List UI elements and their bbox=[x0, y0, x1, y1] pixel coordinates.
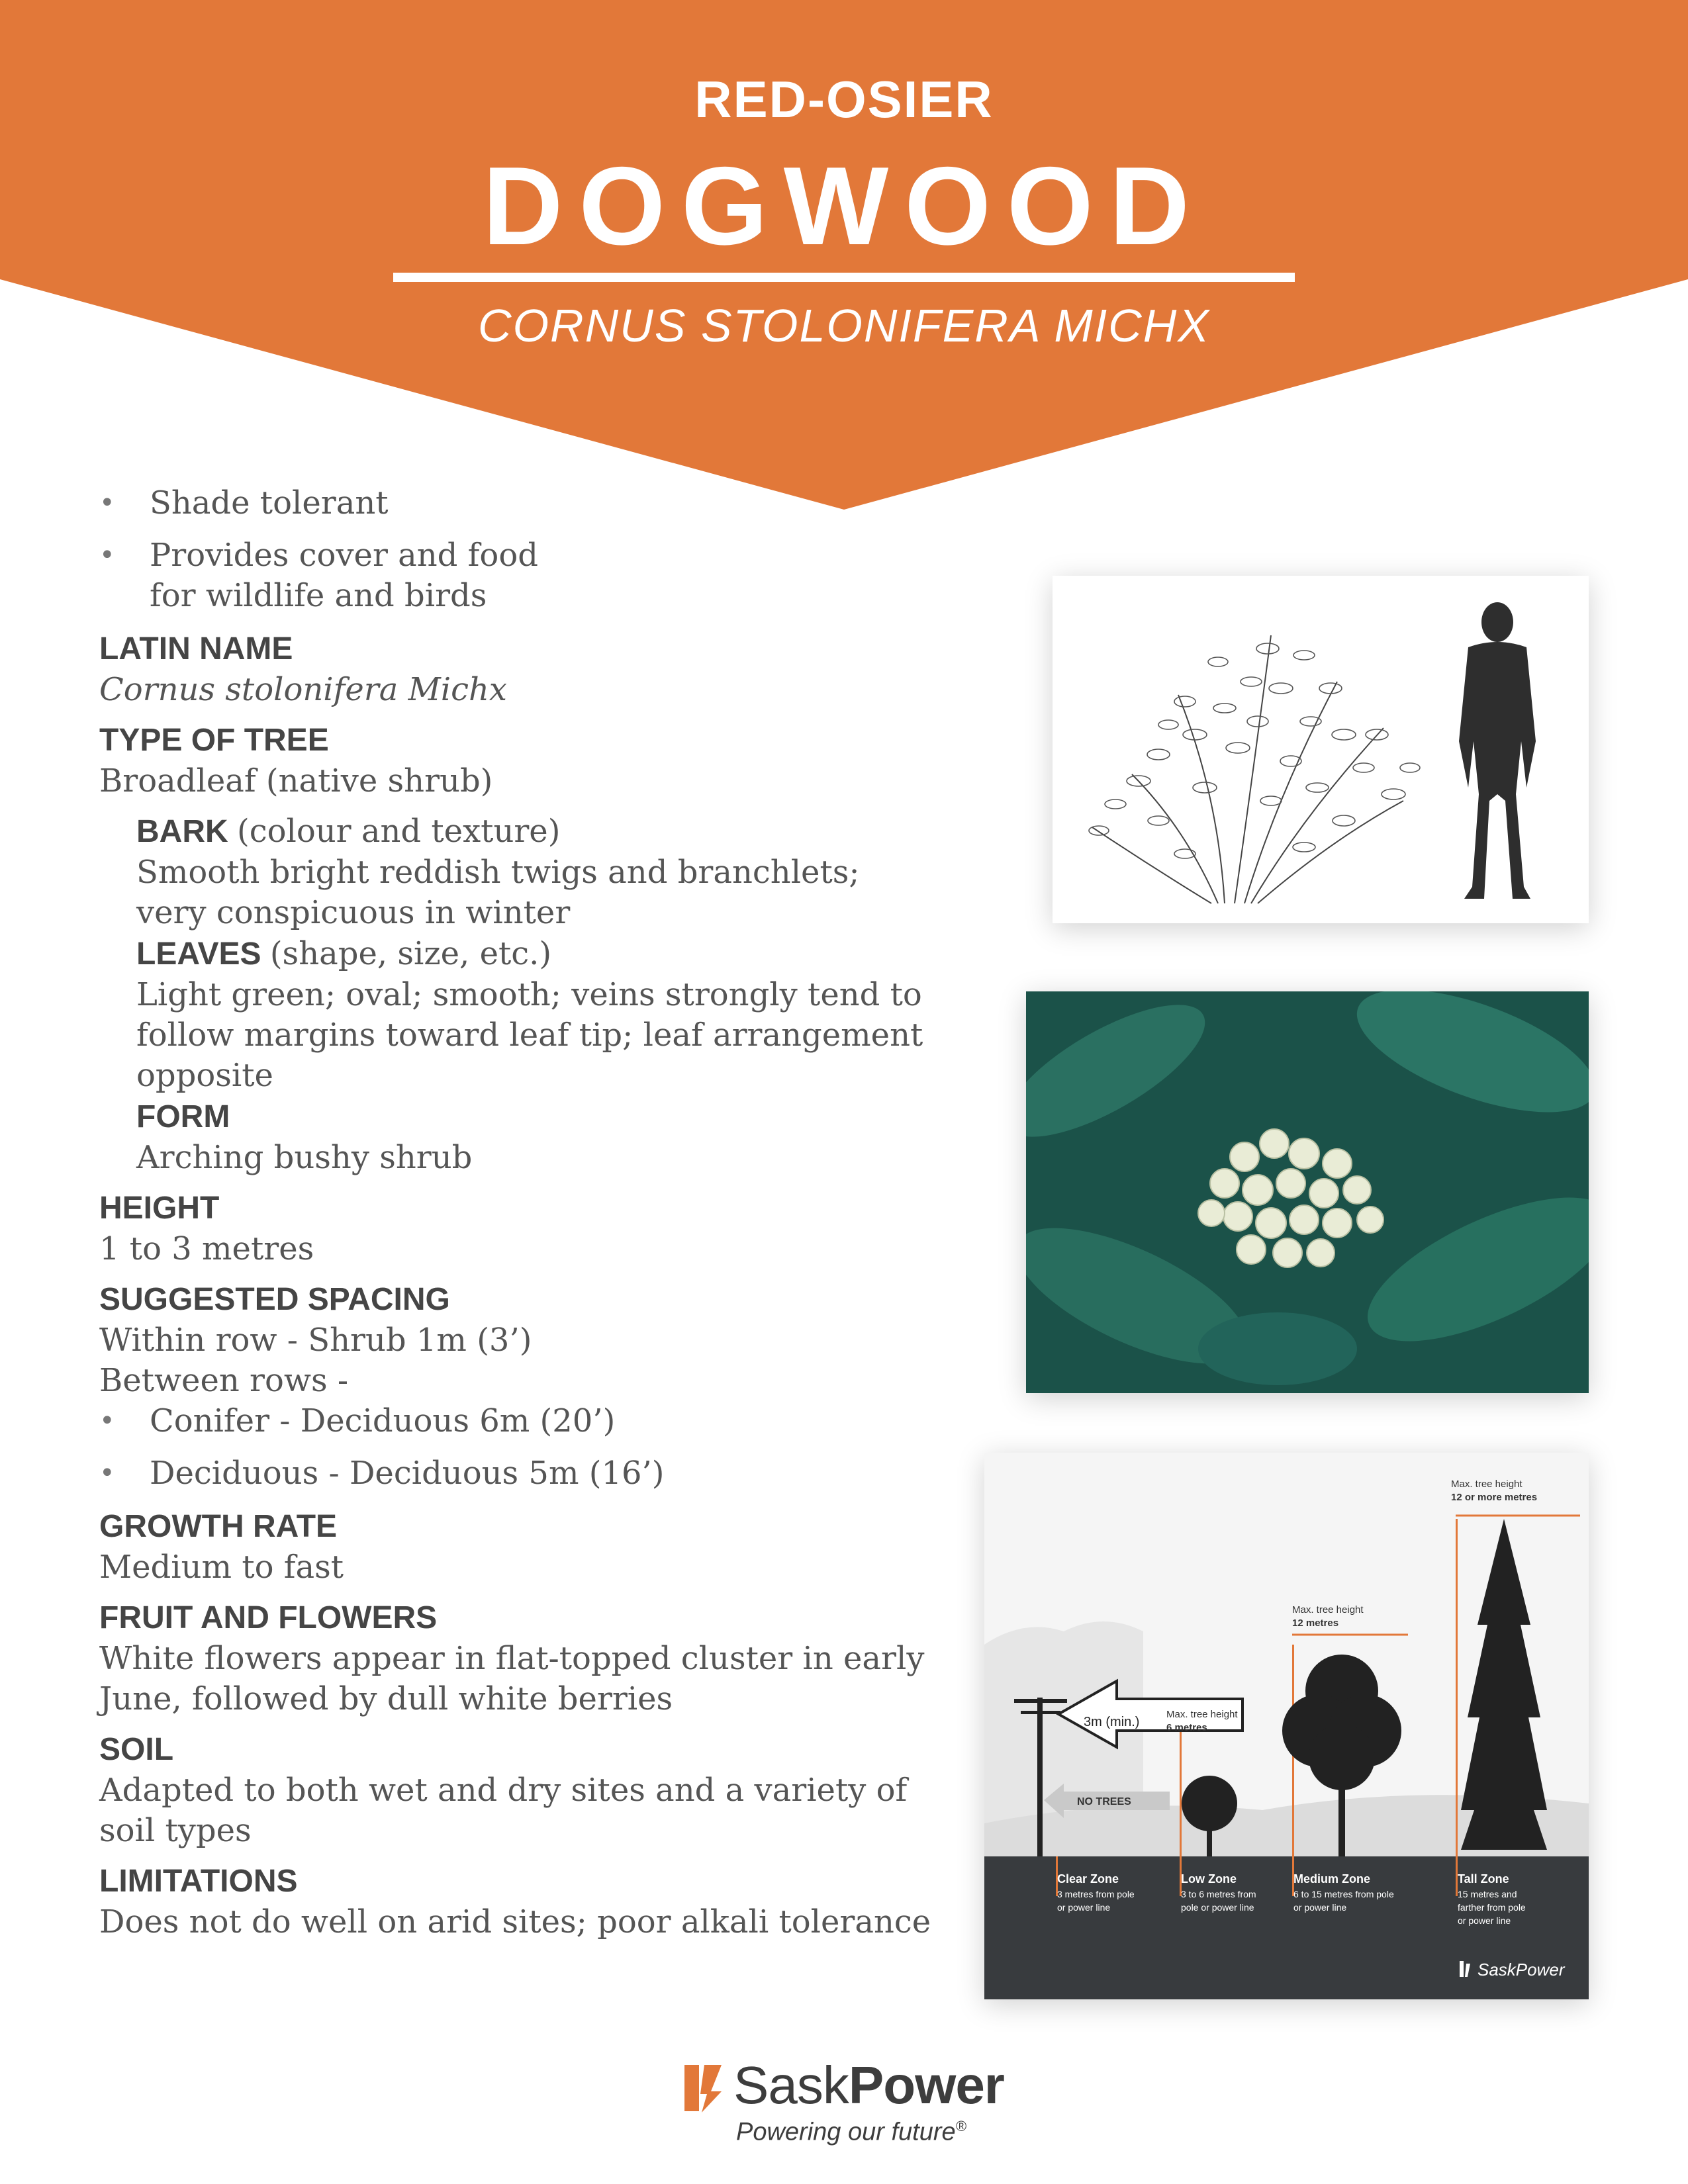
growth-heading: GROWTH RATE bbox=[99, 1509, 338, 1544]
title-divider bbox=[393, 273, 1295, 282]
spacing-item: • Conifer - Deciduous 6m (20’) bbox=[99, 1401, 960, 1441]
shrub-sketch-image bbox=[1053, 576, 1589, 923]
limitations-heading: LIMITATIONS bbox=[99, 1864, 298, 1899]
spacing-list bbox=[99, 1401, 960, 1494]
fruit-value: White flowers appear in flat-topped cluster in early June, followed by dull white berries bbox=[99, 1640, 925, 1717]
characteristics bbox=[99, 811, 960, 1178]
page-title: DOGWOOD bbox=[483, 144, 1205, 268]
latin-name-value: Cornus stolonifera Michx bbox=[99, 671, 507, 708]
soil-value: Adapted to both wet and dry sites and a variety of soil types bbox=[99, 1772, 908, 1849]
low-max-label: Max. tree height bbox=[1166, 1709, 1238, 1720]
growth-value: Medium to fast bbox=[99, 1549, 344, 1586]
form-value: Arching bushy shrub bbox=[136, 1139, 473, 1176]
tall-zone-line3: or power line bbox=[1458, 1915, 1511, 1926]
type-heading: TYPE OF TREE bbox=[99, 723, 329, 758]
feature-list bbox=[99, 483, 960, 616]
title-latin-name: CORNUS STOLONIFERA MICHX bbox=[478, 300, 1210, 351]
infographic-brand: SaskPower bbox=[1477, 1960, 1565, 1979]
medium-zone-line2: or power line bbox=[1293, 1902, 1347, 1913]
planting-zone-infographic bbox=[984, 1453, 1589, 1999]
footer-tagline: Powering our future® bbox=[736, 2118, 966, 2146]
clear-zone-line2: or power line bbox=[1057, 1902, 1111, 1913]
height-value: 1 to 3 metres bbox=[99, 1230, 314, 1267]
clear-zone-line1: 3 metres from pole bbox=[1057, 1889, 1135, 1899]
zone-diagram bbox=[984, 1453, 1589, 1999]
medium-zone-title: Medium Zone bbox=[1293, 1872, 1370, 1886]
no-trees-label: NO TREES bbox=[1077, 1796, 1131, 1807]
human-silhouette bbox=[1459, 602, 1536, 899]
spacing-heading: SUGGESTED SPACING bbox=[99, 1282, 450, 1317]
feature-item: • Provides cover and food for wildlife and birds bbox=[99, 535, 573, 616]
limitations-value: Does not do well on arid sites; poor alkali tolerance bbox=[99, 1903, 931, 1940]
zone-arrow-label: 3m (min.) bbox=[1084, 1715, 1140, 1729]
berry-leaf-illustration bbox=[1026, 991, 1589, 1393]
medium-zone-line1: 6 to 15 metres from pole bbox=[1293, 1889, 1394, 1899]
bark-heading: BARK (colour and texture) bbox=[136, 813, 561, 850]
low-max-value: 6 metres bbox=[1166, 1722, 1207, 1733]
tall-zone-line2: farther from pole bbox=[1458, 1902, 1526, 1913]
form-heading: FORM bbox=[136, 1099, 230, 1134]
leaves-heading: LEAVES (shape, size, etc.) bbox=[136, 935, 552, 972]
medium-max-label: Max. tree height bbox=[1292, 1604, 1364, 1615]
leaves-value: Light green; oval; smooth; veins strongly tend to follow margins toward leaf tip; leaf arrangement opposite bbox=[136, 976, 923, 1094]
spacing-between: Between rows - bbox=[99, 1362, 349, 1399]
bark-value: Smooth bright reddish twigs and branchlets; very conspicuous in winter bbox=[136, 854, 860, 931]
spacing-within: Within row - Shrub 1m (3’) bbox=[99, 1322, 532, 1359]
tall-zone-line1: 15 metres and bbox=[1458, 1889, 1517, 1899]
medium-max-value: 12 metres bbox=[1292, 1617, 1339, 1629]
low-zone-line2: pole or power line bbox=[1181, 1902, 1254, 1913]
title-kicker: RED-OSIER bbox=[694, 70, 994, 128]
species-info bbox=[99, 483, 960, 1942]
fruit-heading: FRUIT AND FLOWERS bbox=[99, 1600, 438, 1635]
soil-heading: SOIL bbox=[99, 1732, 174, 1767]
low-zone-title: Low Zone bbox=[1181, 1872, 1237, 1886]
tall-max-label: Max. tree height bbox=[1451, 1479, 1523, 1490]
latin-name-heading: LATIN NAME bbox=[99, 631, 293, 666]
height-heading: HEIGHT bbox=[99, 1191, 220, 1226]
berry-photo bbox=[1026, 991, 1589, 1393]
low-zone-line1: 3 to 6 metres from bbox=[1181, 1889, 1256, 1899]
spacing-item: • Deciduous - Deciduous 5m (16’) bbox=[99, 1453, 960, 1494]
feature-item: • Shade tolerant bbox=[99, 483, 960, 523]
clear-zone-title: Clear Zone bbox=[1057, 1872, 1119, 1886]
shrub-illustration bbox=[1053, 576, 1589, 923]
footer-brand: SaskPower bbox=[733, 2056, 1004, 2115]
tall-max-value: 12 or more metres bbox=[1451, 1492, 1538, 1503]
type-value: Broadleaf (native shrub) bbox=[99, 762, 493, 799]
tall-zone-title: Tall Zone bbox=[1458, 1872, 1509, 1886]
